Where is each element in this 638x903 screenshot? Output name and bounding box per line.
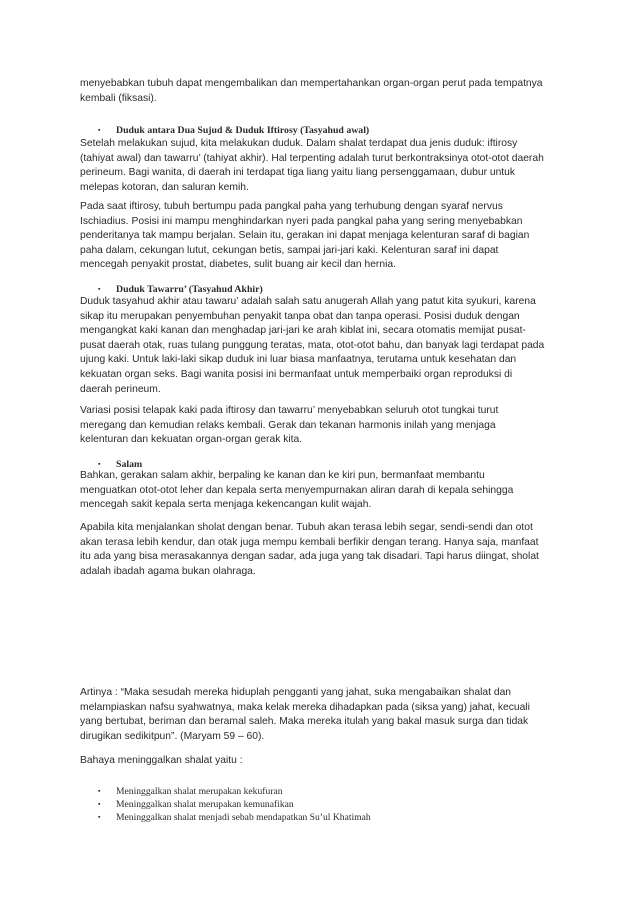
bullet-icon: ▪ bbox=[98, 813, 101, 821]
paragraph-variasi-posisi: Variasi posisi telapak kaki pada iftirosy dan tawarru’ menyebabkan seluruh otot tungkai turut meregang dan kemudian relaks kembali. Gerak dan tekanan harmonis inilah yang menjaga kelenturan dan kekuatan organ-organ gerak kita. bbox=[80, 405, 499, 446]
paragraph-duduk-tawarru: Duduk tasyahud akhir atau tawaru’ adalah salah satu anugerah Allah yang patut kita syukuri, karena sikap itu merupakan penyembuhan penyakit tanpa obat dan tanpa operasi. Posisi duduk dengan mengangkat kaki kanan dan menghadap jari-jari ke arah kiblat ini, secara otomatis memijat pusat- pusat daerah otak, ruas tulang punggung teratas, mata, otot-otot bahu, dan banyak lagi terdapat pada ujung kaki. Untuk laki-laki sikap duduk ini luar biasa manfaatnya, terutama untuk kesehatan dan kekuatan organ seks. Bagi wanita posisi ini bermanfaat untuk memperbaiki organ reproduksi di daerah perineum. bbox=[80, 296, 545, 395]
paragraph-iftirosy-benefit: Pada saat iftirosy, tubuh bertumpu pada pangkal paha yang terhubung dengan syaraf nervus Ischiadius. Posisi ini mampu menghindarkan nyeri pada pangkal paha yang sering menyebabkan penderitanya tak mampu berjalan. Selain itu, gerakan ini dapat menjaga kelenturan saraf di bagian paha dalam, cekungan lutut, cekungan betis, sampai jari-jari kaki. Kelenturan saraf ini dapat mencegah penyakit prostat, diabetes, sulit buang air kecil dan hernia. bbox=[80, 201, 530, 271]
heading-duduk-iftirosy bbox=[98, 124, 369, 137]
list-item bbox=[98, 785, 283, 798]
heading-text: Salam bbox=[116, 459, 143, 470]
list-item bbox=[98, 811, 371, 824]
bullet-icon: ▪ bbox=[98, 126, 101, 134]
paragraph-artinya: Artinya : “Maka sesudah mereka hiduplah pengganti yang jahat, suka mengabaikan shalat dan melampiaskan nafsu syahwatnya, maka kelak mereka dihadapkan pada (siksa yang) jahat, kecuali yang bertubat, beriman dan beramal saleh. Maka mereka itulah yang bakal masuk surga dan tidak dirugikan sedikitpun”. (Maryam 59 – 60). bbox=[80, 687, 530, 742]
paragraph-kesimpulan: Apabila kita menjalankan sholat dengan benar. Tubuh akan terasa lebih segar, sendi-sendi dan otot akan terasa lebih kendur, dan otak juga mempu kembali berfikir dengan terang. Hanya saja, manfaat itu ada yang bisa merasakannya dengan sadar, ada juga yang tak disadari. Tapi harus diingat, sholat adalah ibadah agama bukan olahraga. bbox=[80, 522, 539, 577]
paragraph-bahaya-intro: Bahaya meninggalkan shalat yaitu : bbox=[80, 755, 243, 766]
heading-text: Duduk antara Dua Sujud & Duduk Iftirosy (Tasyahud awal) bbox=[116, 125, 370, 136]
list-item bbox=[98, 798, 294, 811]
paragraph-duduk-iftirosy: Setelah melakukan sujud, kita melakukan duduk. Dalam shalat terdapat dua jenis duduk: iftirosy (tahiyat awal) dan tawarru’ (tahiyat akhir). Hal terpenting adalah turut berkontraksinya otot-otot daerah perineum. Bagi wanita, di daerah ini terdapat tiga liang yaitu liang persenggamaan, dubur untuk melepas kotoran, dan saluran kemih. bbox=[80, 138, 544, 193]
heading-text: Duduk Tawarru’ (Tasyahud Akhir) bbox=[116, 284, 263, 295]
paragraph-salam: Bahkan, gerakan salam akhir, berpaling ke kanan dan ke kiri pun, bermanfaat membantu menguatkan otot-otot leher dan kepala serta menyempurnakan aliran darah di kepala sehingga mencegah sakit kepala serta menjaga kekencangan kulit wajah. bbox=[80, 470, 514, 511]
list-item-text: Meninggalkan shalat merupakan kekufuran bbox=[116, 786, 283, 797]
list-item-text: Meninggalkan shalat menjadi sebab mendapatkan Su’ul Khatimah bbox=[116, 812, 371, 823]
bullet-icon: ▪ bbox=[98, 800, 101, 808]
bullet-icon: ▪ bbox=[98, 787, 101, 795]
paragraph-fiksasi: menyebabkan tubuh dapat mengembalikan dan mempertahankan organ-organ perut pada tempatnya kembali (fiksasi). bbox=[80, 78, 543, 104]
bullet-icon: ▪ bbox=[98, 460, 101, 468]
bullet-icon: ▪ bbox=[98, 285, 101, 293]
list-item-text: Meninggalkan shalat merupakan kemunafikan bbox=[116, 799, 294, 810]
